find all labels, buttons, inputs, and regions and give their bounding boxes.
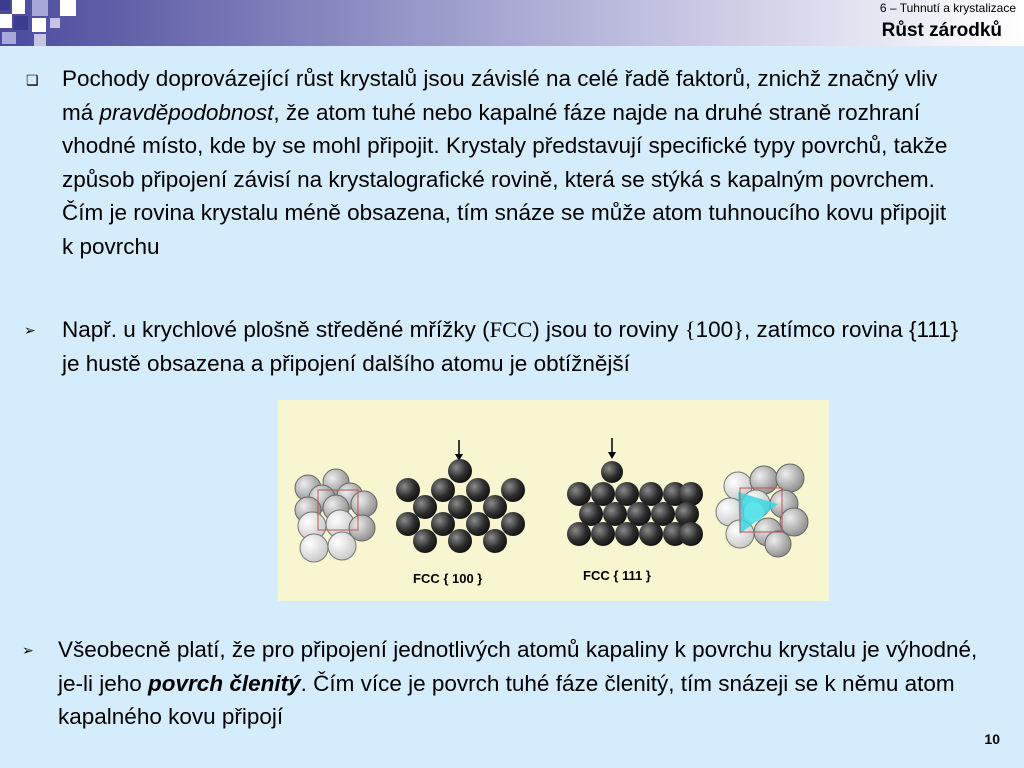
page-number: 10: [984, 731, 1000, 747]
header-bar: [0, 0, 1024, 46]
bullet-2-text-mid: ) jsou to roviny: [532, 317, 685, 342]
bullet-3-text-after: . Čím více je povrch tuhé fáze členitý, tím snázeji se k němu atom kapalného kovu připojí: [58, 670, 955, 729]
bullet-1-italic: pravděpodobnost: [99, 99, 274, 125]
bullet-3-bold-italic: povrch členitý: [148, 670, 301, 696]
square-bullet-icon: ❑: [26, 72, 39, 88]
slide-title: Růst zárodků: [881, 20, 1002, 41]
bullet-paragraph-1: [62, 62, 962, 263]
slide-subtitle: 6 – Tuhnutí a krystalizace: [879, 1, 1016, 15]
crystal-planes-svg: [278, 400, 829, 601]
bullet-1-text-before: Pochody doprovázející růst krystalů jsou závislé na celé řadě faktorů, znichž značný vliv má: [62, 66, 938, 125]
fcc-111-cube-model: [716, 464, 808, 557]
bullet-paragraph-3: [58, 633, 1008, 734]
bullet-2-text-after: , zatímco rovina {111} je hustě obsazena a připojení dalšího atomu je obtížnější: [62, 317, 959, 376]
crystal-planes-figure: [278, 400, 829, 601]
bullet-2-brace-close: }: [733, 317, 744, 342]
fcc-100-cube-model: [295, 469, 377, 562]
arrow-bullet-icon: ➢: [22, 642, 34, 658]
bullet-2-text-before: Např. u krychlové plošně středěné mřížky (: [62, 317, 490, 342]
bullet-2-plane: 100: [695, 317, 734, 342]
arrow-bullet-icon: ➢: [24, 322, 36, 338]
fcc-111-label: FCC { 111 }: [583, 568, 651, 583]
fcc-100-plane-atoms: [396, 440, 525, 553]
bullet-3-text-before: Všeobecně platí, že pro připojení jednotlivých atomů kapaliny k povrchu krystalu je výhodné, je-li jeho: [58, 637, 978, 696]
fcc-100-label: FCC { 100 }: [413, 571, 483, 586]
bullet-1-text-after: , že atom tuhé nebo kapalné fáze najde na druhé straně rozhraní vhodné místo, kde by se mohl připojit. Krystaly představují specifické typy povrchů, takže způsob připojení závisí na krystalografické rovině, která se stýká s kapalným povrchem. Čím je rovina krystalu méně obsazena, tím snáze se může atom tuhnoucího kovu připojit k povrchu: [62, 99, 948, 259]
fcc-111-plane-atoms: [567, 438, 703, 546]
bullet-2-fcc: FCC: [489, 317, 533, 342]
bullet-2-brace-open: {: [684, 317, 696, 342]
bullet-paragraph-2: [62, 313, 962, 380]
